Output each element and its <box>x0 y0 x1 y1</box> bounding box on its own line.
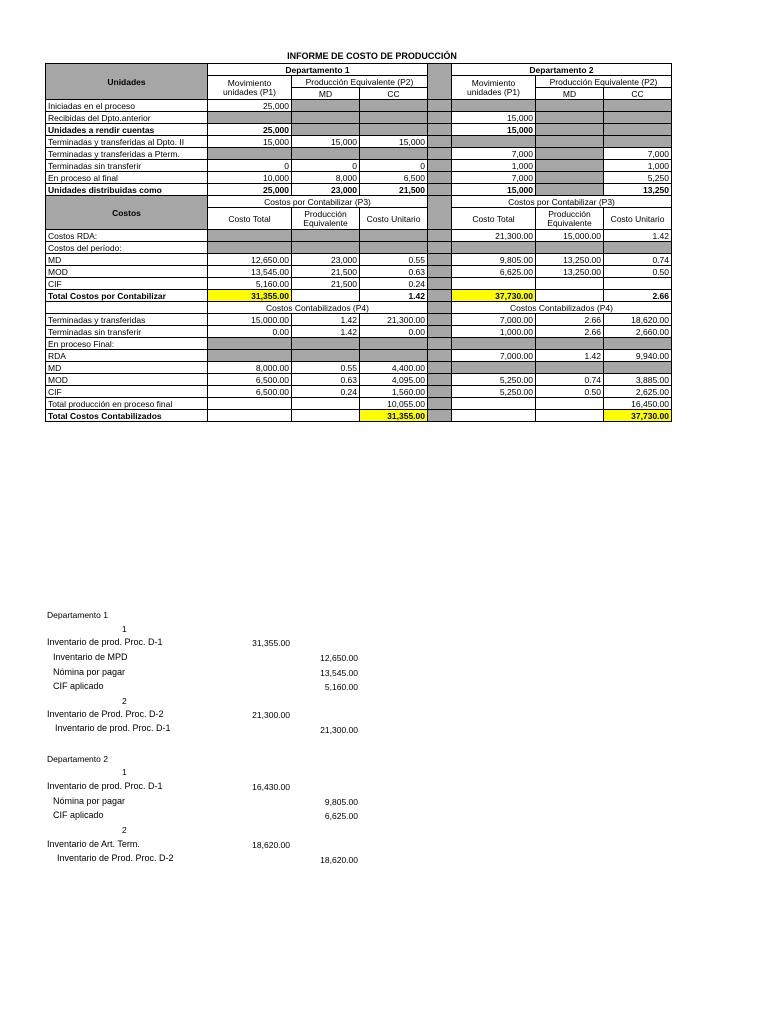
separator-cell <box>428 172 452 184</box>
d1-costo-unit-header: Costo Unitario <box>360 208 428 230</box>
separator-cell <box>428 362 452 374</box>
p4_rows-row <box>46 410 672 422</box>
cost_rows-d2-value: 6,625.00 <box>452 266 536 278</box>
p4_rows-d1-value: 0.63 <box>292 374 360 386</box>
journal-d2-entry1-credit2: CIF aplicado <box>53 810 104 820</box>
units_rows-d1-value: 15,000 <box>292 136 360 148</box>
p4_rows-d1-value <box>360 350 428 362</box>
p4-header-row <box>46 302 672 314</box>
journal-d2-entry1-debit: 16,430.00 <box>252 782 290 792</box>
p4_rows-d2-value <box>536 410 604 422</box>
cost_rows-d2-value: 13,250.00 <box>536 266 604 278</box>
p4_rows-row <box>46 386 672 398</box>
p4_rows-d2-value <box>536 398 604 410</box>
cost_rows-label: MOD <box>46 266 208 278</box>
cost_rows-d1-value <box>292 230 360 242</box>
p4_rows-d1-value: 1.42 <box>292 326 360 338</box>
journal-d1-entry2-credit1: Inventario de prod. Proc. D-1 <box>55 723 171 733</box>
journal-d2-entry1-credit1-amount: 9,805.00 <box>324 797 358 807</box>
cost_rows-row <box>46 278 672 290</box>
p4_rows-d2-value: 5,250.00 <box>452 386 536 398</box>
units_rows-d2-value <box>536 148 604 160</box>
cost_rows-d1-value: 1.42 <box>360 290 428 302</box>
cost_rows-d1-value: 0.63 <box>360 266 428 278</box>
cost_rows-d1-value: 21,500 <box>292 278 360 290</box>
units_rows-d1-value: 25,000 <box>208 184 292 196</box>
dept2-header: Departamento 2 <box>452 64 672 76</box>
journal-d2-entry2-number: 2 <box>122 825 127 835</box>
p4_rows-d2-value: 16,450.00 <box>604 398 672 410</box>
p4_rows-d1-value: 1.42 <box>292 314 360 326</box>
p4_rows-label: Terminadas y transferidas <box>46 314 208 326</box>
p4_rows-d2-value: 5,250.00 <box>452 374 536 386</box>
units_rows-row <box>46 148 672 160</box>
d1-prod-eq-header: Producción Equivalente <box>292 208 360 230</box>
journal-d2-entry2-credit1: Inventario de Prod. Proc. D-2 <box>57 853 174 863</box>
costs-header-row <box>46 196 672 208</box>
cost_rows-d2-value: 2.66 <box>604 290 672 302</box>
d2-costo-unit-header: Costo Unitario <box>604 208 672 230</box>
separator-cell <box>428 254 452 266</box>
p4_rows-d1-value: 0.55 <box>292 362 360 374</box>
units_rows-label: Iniciadas en el proceso <box>46 100 208 112</box>
p4_rows-d2-value <box>452 338 536 350</box>
cost_rows-d1-value: 12,650.00 <box>208 254 292 266</box>
units_rows-row <box>46 100 672 112</box>
p4_rows-label: MOD <box>46 374 208 386</box>
cost_rows-row <box>46 290 672 302</box>
cost_rows-d2-value <box>604 242 672 254</box>
units_rows-d2-value <box>604 100 672 112</box>
p4_rows-d2-value: 2.66 <box>536 326 604 338</box>
cost_rows-d2-value <box>536 278 604 290</box>
journal-d2-entry1-account: Inventario de prod. Proc. D-1 <box>47 781 163 791</box>
units_rows-d1-value <box>208 112 292 124</box>
costs-header: Costos <box>46 196 208 230</box>
units_rows-d2-value <box>536 100 604 112</box>
p4_rows-d2-value: 0.74 <box>536 374 604 386</box>
units-header: Unidades <box>46 64 208 100</box>
p4_rows-row <box>46 350 672 362</box>
journal-d2-entry2-debit: 18,620.00 <box>252 840 290 850</box>
units_rows-label: Terminadas y transferidas al Dpto. II <box>46 136 208 148</box>
units_rows-d2-value <box>536 124 604 136</box>
units_rows-d2-value <box>536 172 604 184</box>
d2-md-header: MD <box>536 88 604 100</box>
units_rows-d2-value: 7,000 <box>452 148 536 160</box>
d2-cc-header: CC <box>604 88 672 100</box>
p4_rows-d1-value: 6,500.00 <box>208 386 292 398</box>
d1-cc-header: CC <box>360 88 428 100</box>
units_rows-label: Unidades distribuidas como <box>46 184 208 196</box>
separator-cell <box>428 302 452 314</box>
units_rows-d1-value <box>360 112 428 124</box>
units_rows-row <box>46 124 672 136</box>
p4_rows-d1-value <box>208 350 292 362</box>
dept1-header: Departamento 1 <box>208 64 428 76</box>
journal-d1-entry1-number: 1 <box>122 624 127 634</box>
p4-label-blank <box>46 302 208 314</box>
journal-d1-entry2-number: 2 <box>122 696 127 706</box>
units_rows-d2-value: 1,000 <box>604 160 672 172</box>
units_rows-d2-value <box>452 136 536 148</box>
journal-d1-entry1-credit1-amount: 12,650.00 <box>320 653 358 663</box>
units_rows-d2-value: 15,000 <box>452 184 536 196</box>
separator-cell <box>428 374 452 386</box>
units_rows-d2-value: 7,000 <box>604 148 672 160</box>
p4_rows-d1-value: 31,355.00 <box>360 410 428 422</box>
p4_rows-d2-value: 1,000.00 <box>452 326 536 338</box>
separator-cell <box>428 112 452 124</box>
units_rows-d1-value: 10,000 <box>208 172 292 184</box>
separator-cell <box>428 266 452 278</box>
p4_rows-label: Terminadas sin transferir <box>46 326 208 338</box>
cost_rows-d2-value: 9,805.00 <box>452 254 536 266</box>
p4_rows-d1-value <box>208 410 292 422</box>
p4_rows-d1-value <box>292 410 360 422</box>
units_rows-d2-value <box>536 112 604 124</box>
cost_rows-d1-value <box>208 242 292 254</box>
p4_rows-d2-value <box>604 362 672 374</box>
p4_rows-d2-value: 7,000.00 <box>452 314 536 326</box>
p4_rows-d2-value <box>536 362 604 374</box>
p4_rows-row <box>46 374 672 386</box>
units_rows-label: En proceso al final <box>46 172 208 184</box>
p4_rows-d1-value <box>292 350 360 362</box>
cost_rows-row <box>46 266 672 278</box>
cost_rows-d2-value <box>536 242 604 254</box>
cost_rows-label: Costos del período: <box>46 242 208 254</box>
p4_rows-d1-value <box>292 338 360 350</box>
cost_rows-d2-value <box>604 278 672 290</box>
journal-d1-entry1-credit2: Nómina por pagar <box>53 667 126 677</box>
units_rows-d1-value: 25,000 <box>208 124 292 136</box>
units_rows-d2-value <box>536 136 604 148</box>
journal-d1-entry1-credit3: CIF aplicado <box>53 681 104 691</box>
units_rows-d2-value: 7,000 <box>452 172 536 184</box>
p4_rows-row <box>46 326 672 338</box>
separator-cell <box>428 278 452 290</box>
d1-costo-total-header: Costo Total <box>208 208 292 230</box>
d1-mov-header: Movimiento unidades (P1) <box>208 76 292 100</box>
p4_rows-d2-value: 2,660.00 <box>604 326 672 338</box>
p4_rows-d1-value: 4,095.00 <box>360 374 428 386</box>
d1-md-header: MD <box>292 88 360 100</box>
p4_rows-d1-value: 1,560.00 <box>360 386 428 398</box>
journal-d2-entry2-credit1-amount: 18,620.00 <box>320 855 358 865</box>
p4_rows-d1-value: 15,000.00 <box>208 314 292 326</box>
units_rows-d1-value: 0 <box>292 160 360 172</box>
separator-cell <box>428 410 452 422</box>
units_rows-d2-value: 5,250 <box>604 172 672 184</box>
journal-d1-entry2-account: Inventario de Prod. Proc. D-2 <box>47 709 164 719</box>
journal-d1-entry1-debit: 31,355.00 <box>252 638 290 648</box>
d2-pe-header: Producción Equivalente (P2) <box>536 76 672 88</box>
journal-d1-entry1-credit1: Inventario de MPD <box>53 652 128 662</box>
units_rows-d2-value <box>604 112 672 124</box>
d1-p4-header: Costos Contabilizados (P4) <box>208 302 428 314</box>
separator-cell <box>428 148 452 160</box>
d2-p3-header: Costos por Contabilizar (P3) <box>452 196 672 208</box>
p4_rows-row <box>46 398 672 410</box>
journal-d1-entry2-credit1-amount: 21,300.00 <box>320 725 358 735</box>
journal-d1-entry2-debit: 21,300.00 <box>252 710 290 720</box>
cost_rows-row <box>46 242 672 254</box>
cost_rows-d2-value: 13,250.00 <box>536 254 604 266</box>
cost_rows-d1-value: 13,545.00 <box>208 266 292 278</box>
cost_rows-d2-value <box>452 278 536 290</box>
cost_rows-d1-value <box>292 242 360 254</box>
p4_rows-d2-value <box>604 338 672 350</box>
p4_rows-row <box>46 338 672 350</box>
journal-d1-entry1-account: Inventario de prod. Proc. D-1 <box>47 637 163 647</box>
units_rows-d2-value: 1,000 <box>452 160 536 172</box>
units_rows-d1-value <box>292 112 360 124</box>
p4_rows-label: Total producción en proceso final <box>46 398 208 410</box>
separator-cell <box>428 230 452 242</box>
units_rows-d1-value: 21,500 <box>360 184 428 196</box>
units_rows-d1-value: 8,000 <box>292 172 360 184</box>
units_rows-d1-value <box>292 124 360 136</box>
cost_rows-d1-value: 21,500 <box>292 266 360 278</box>
p4_rows-label: MD <box>46 362 208 374</box>
p4_rows-d1-value <box>208 398 292 410</box>
d2-costo-total-header: Costo Total <box>452 208 536 230</box>
cost_rows-d2-value: 37,730.00 <box>452 290 536 302</box>
cost_rows-label: Total Costos por Contabilizar <box>46 290 208 302</box>
p4_rows-d1-value: 8,000.00 <box>208 362 292 374</box>
cost_rows-d2-value: 0.74 <box>604 254 672 266</box>
separator-cell <box>428 64 452 100</box>
p4_rows-d2-value <box>452 362 536 374</box>
units_rows-d1-value: 25,000 <box>208 100 292 112</box>
units_rows-d2-value <box>452 100 536 112</box>
cost_rows-d1-value: 23,000 <box>292 254 360 266</box>
units_rows-row <box>46 136 672 148</box>
d2-p4-header: Costos Contabilizados (P4) <box>452 302 672 314</box>
d2-mov-header: Movimiento unidades (P1) <box>452 76 536 100</box>
units_rows-label: Recibidas del Dpto.anterior <box>46 112 208 124</box>
separator-cell <box>428 350 452 362</box>
cost_rows-label: CIF <box>46 278 208 290</box>
cost_rows-d1-value <box>208 230 292 242</box>
report-title: INFORME DE COSTO DE PRODUCCIÓN <box>287 51 457 61</box>
journal-d1-entry1-credit3-amount: 5,160.00 <box>324 682 358 692</box>
journal-d2-title: Departamento 2 <box>47 754 108 764</box>
units_rows-d2-value: 13,250 <box>604 184 672 196</box>
journal-d1-entry1-credit2-amount: 13,545.00 <box>320 668 358 678</box>
journal-d2-entry2-account: Inventario de Art. Term. <box>47 839 140 849</box>
p4_rows-d2-value: 0.50 <box>536 386 604 398</box>
separator-cell <box>428 326 452 338</box>
cost_rows-d2-value: 1.42 <box>604 230 672 242</box>
p4_rows-d1-value: 6,500.00 <box>208 374 292 386</box>
units_rows-d1-value: 15,000 <box>208 136 292 148</box>
p4_rows-label: En proceso Final: <box>46 338 208 350</box>
p4_rows-d1-value: 0.00 <box>208 326 292 338</box>
separator-cell <box>428 290 452 302</box>
cost_rows-d1-value <box>360 242 428 254</box>
p4_rows-d1-value <box>208 338 292 350</box>
cost_rows-d2-value <box>452 242 536 254</box>
units_rows-row <box>46 172 672 184</box>
units_rows-label: Unidades a rendir cuentas <box>46 124 208 136</box>
units_rows-d2-value <box>536 184 604 196</box>
units_rows-label: Terminadas sin transferir <box>46 160 208 172</box>
units_rows-d2-value <box>536 160 604 172</box>
journal-d1-title: Departamento 1 <box>47 610 108 620</box>
p4_rows-d1-value <box>360 338 428 350</box>
separator-cell <box>428 184 452 196</box>
cost_rows-d1-value <box>292 290 360 302</box>
cost_rows-d2-value: 15,000.00 <box>536 230 604 242</box>
p4_rows-d1-value: 0.24 <box>292 386 360 398</box>
journal-d2-entry1-credit1: Nómina por pagar <box>53 796 126 806</box>
units_rows-d1-value <box>208 148 292 160</box>
cost_rows-d1-value: 0.24 <box>360 278 428 290</box>
separator-cell <box>428 100 452 112</box>
units_rows-d1-value <box>292 100 360 112</box>
units_rows-label: Terminadas y transferidas a Pterm. <box>46 148 208 160</box>
separator-cell <box>428 386 452 398</box>
separator-cell <box>428 124 452 136</box>
separator-cell <box>428 160 452 172</box>
p4_rows-d2-value: 1.42 <box>536 350 604 362</box>
p4_rows-d1-value: 0.00 <box>360 326 428 338</box>
p4_rows-d2-value <box>452 398 536 410</box>
cost_rows-label: Costos RDA: <box>46 230 208 242</box>
units_rows-d1-value: 23,000 <box>292 184 360 196</box>
cost_rows-d2-value: 21,300.00 <box>452 230 536 242</box>
units_rows-d2-value: 15,000 <box>452 112 536 124</box>
units_rows-row <box>46 184 672 196</box>
separator-cell <box>428 314 452 326</box>
p4_rows-label: RDA <box>46 350 208 362</box>
units_rows-d1-value <box>292 148 360 160</box>
cost_rows-d1-value: 5,160.00 <box>208 278 292 290</box>
production-cost-report-table <box>45 63 672 422</box>
units_rows-d1-value: 0 <box>208 160 292 172</box>
cost_rows-d2-value: 0.50 <box>604 266 672 278</box>
cost_rows-label: MD <box>46 254 208 266</box>
units_rows-row <box>46 112 672 124</box>
units_rows-d2-value: 15,000 <box>452 124 536 136</box>
separator-cell <box>428 136 452 148</box>
cost_rows-d1-value: 31,355.00 <box>208 290 292 302</box>
p4_rows-row <box>46 314 672 326</box>
cost_rows-row <box>46 254 672 266</box>
p4_rows-label: Total Costos Contabilizados <box>46 410 208 422</box>
p4_rows-d2-value: 7,000.00 <box>452 350 536 362</box>
p4_rows-d2-value <box>536 338 604 350</box>
units_rows-d1-value: 15,000 <box>360 136 428 148</box>
p4_rows-row <box>46 362 672 374</box>
p4_rows-d2-value: 2,625.00 <box>604 386 672 398</box>
journal-d2-entry1-credit2-amount: 6,625.00 <box>324 811 358 821</box>
p4_rows-d1-value <box>292 398 360 410</box>
p4_rows-d1-value: 10,055.00 <box>360 398 428 410</box>
units_rows-d2-value <box>604 124 672 136</box>
cost_rows-row <box>46 230 672 242</box>
separator-cell <box>428 242 452 254</box>
p4_rows-d2-value: 9,940.00 <box>604 350 672 362</box>
cost_rows-d1-value <box>360 230 428 242</box>
p4_rows-d2-value <box>452 410 536 422</box>
p4_rows-d2-value: 2.66 <box>536 314 604 326</box>
units_rows-d1-value <box>360 100 428 112</box>
separator-cell <box>428 338 452 350</box>
separator-cell <box>428 196 452 230</box>
d1-pe-header: Producción Equivalente (P2) <box>292 76 428 88</box>
d1-p3-header: Costos por Contabilizar (P3) <box>208 196 428 208</box>
journal-d2-entry1-number: 1 <box>122 767 127 777</box>
units_rows-d1-value: 6,500 <box>360 172 428 184</box>
p4_rows-d2-value: 18,620.00 <box>604 314 672 326</box>
units_rows-d2-value <box>604 136 672 148</box>
p4_rows-d1-value: 4,400.00 <box>360 362 428 374</box>
cost_rows-d2-value <box>536 290 604 302</box>
cost_rows-d1-value: 0.55 <box>360 254 428 266</box>
p4_rows-label: CIF <box>46 386 208 398</box>
units_rows-d1-value <box>360 124 428 136</box>
p4_rows-d2-value: 37,730.00 <box>604 410 672 422</box>
units_rows-d1-value: 0 <box>360 160 428 172</box>
d2-prod-eq-header: Producción Equivalente <box>536 208 604 230</box>
p4_rows-d2-value: 3,885.00 <box>604 374 672 386</box>
separator-cell <box>428 398 452 410</box>
p4_rows-d1-value: 21,300.00 <box>360 314 428 326</box>
units_rows-d1-value <box>360 148 428 160</box>
units_rows-row <box>46 160 672 172</box>
